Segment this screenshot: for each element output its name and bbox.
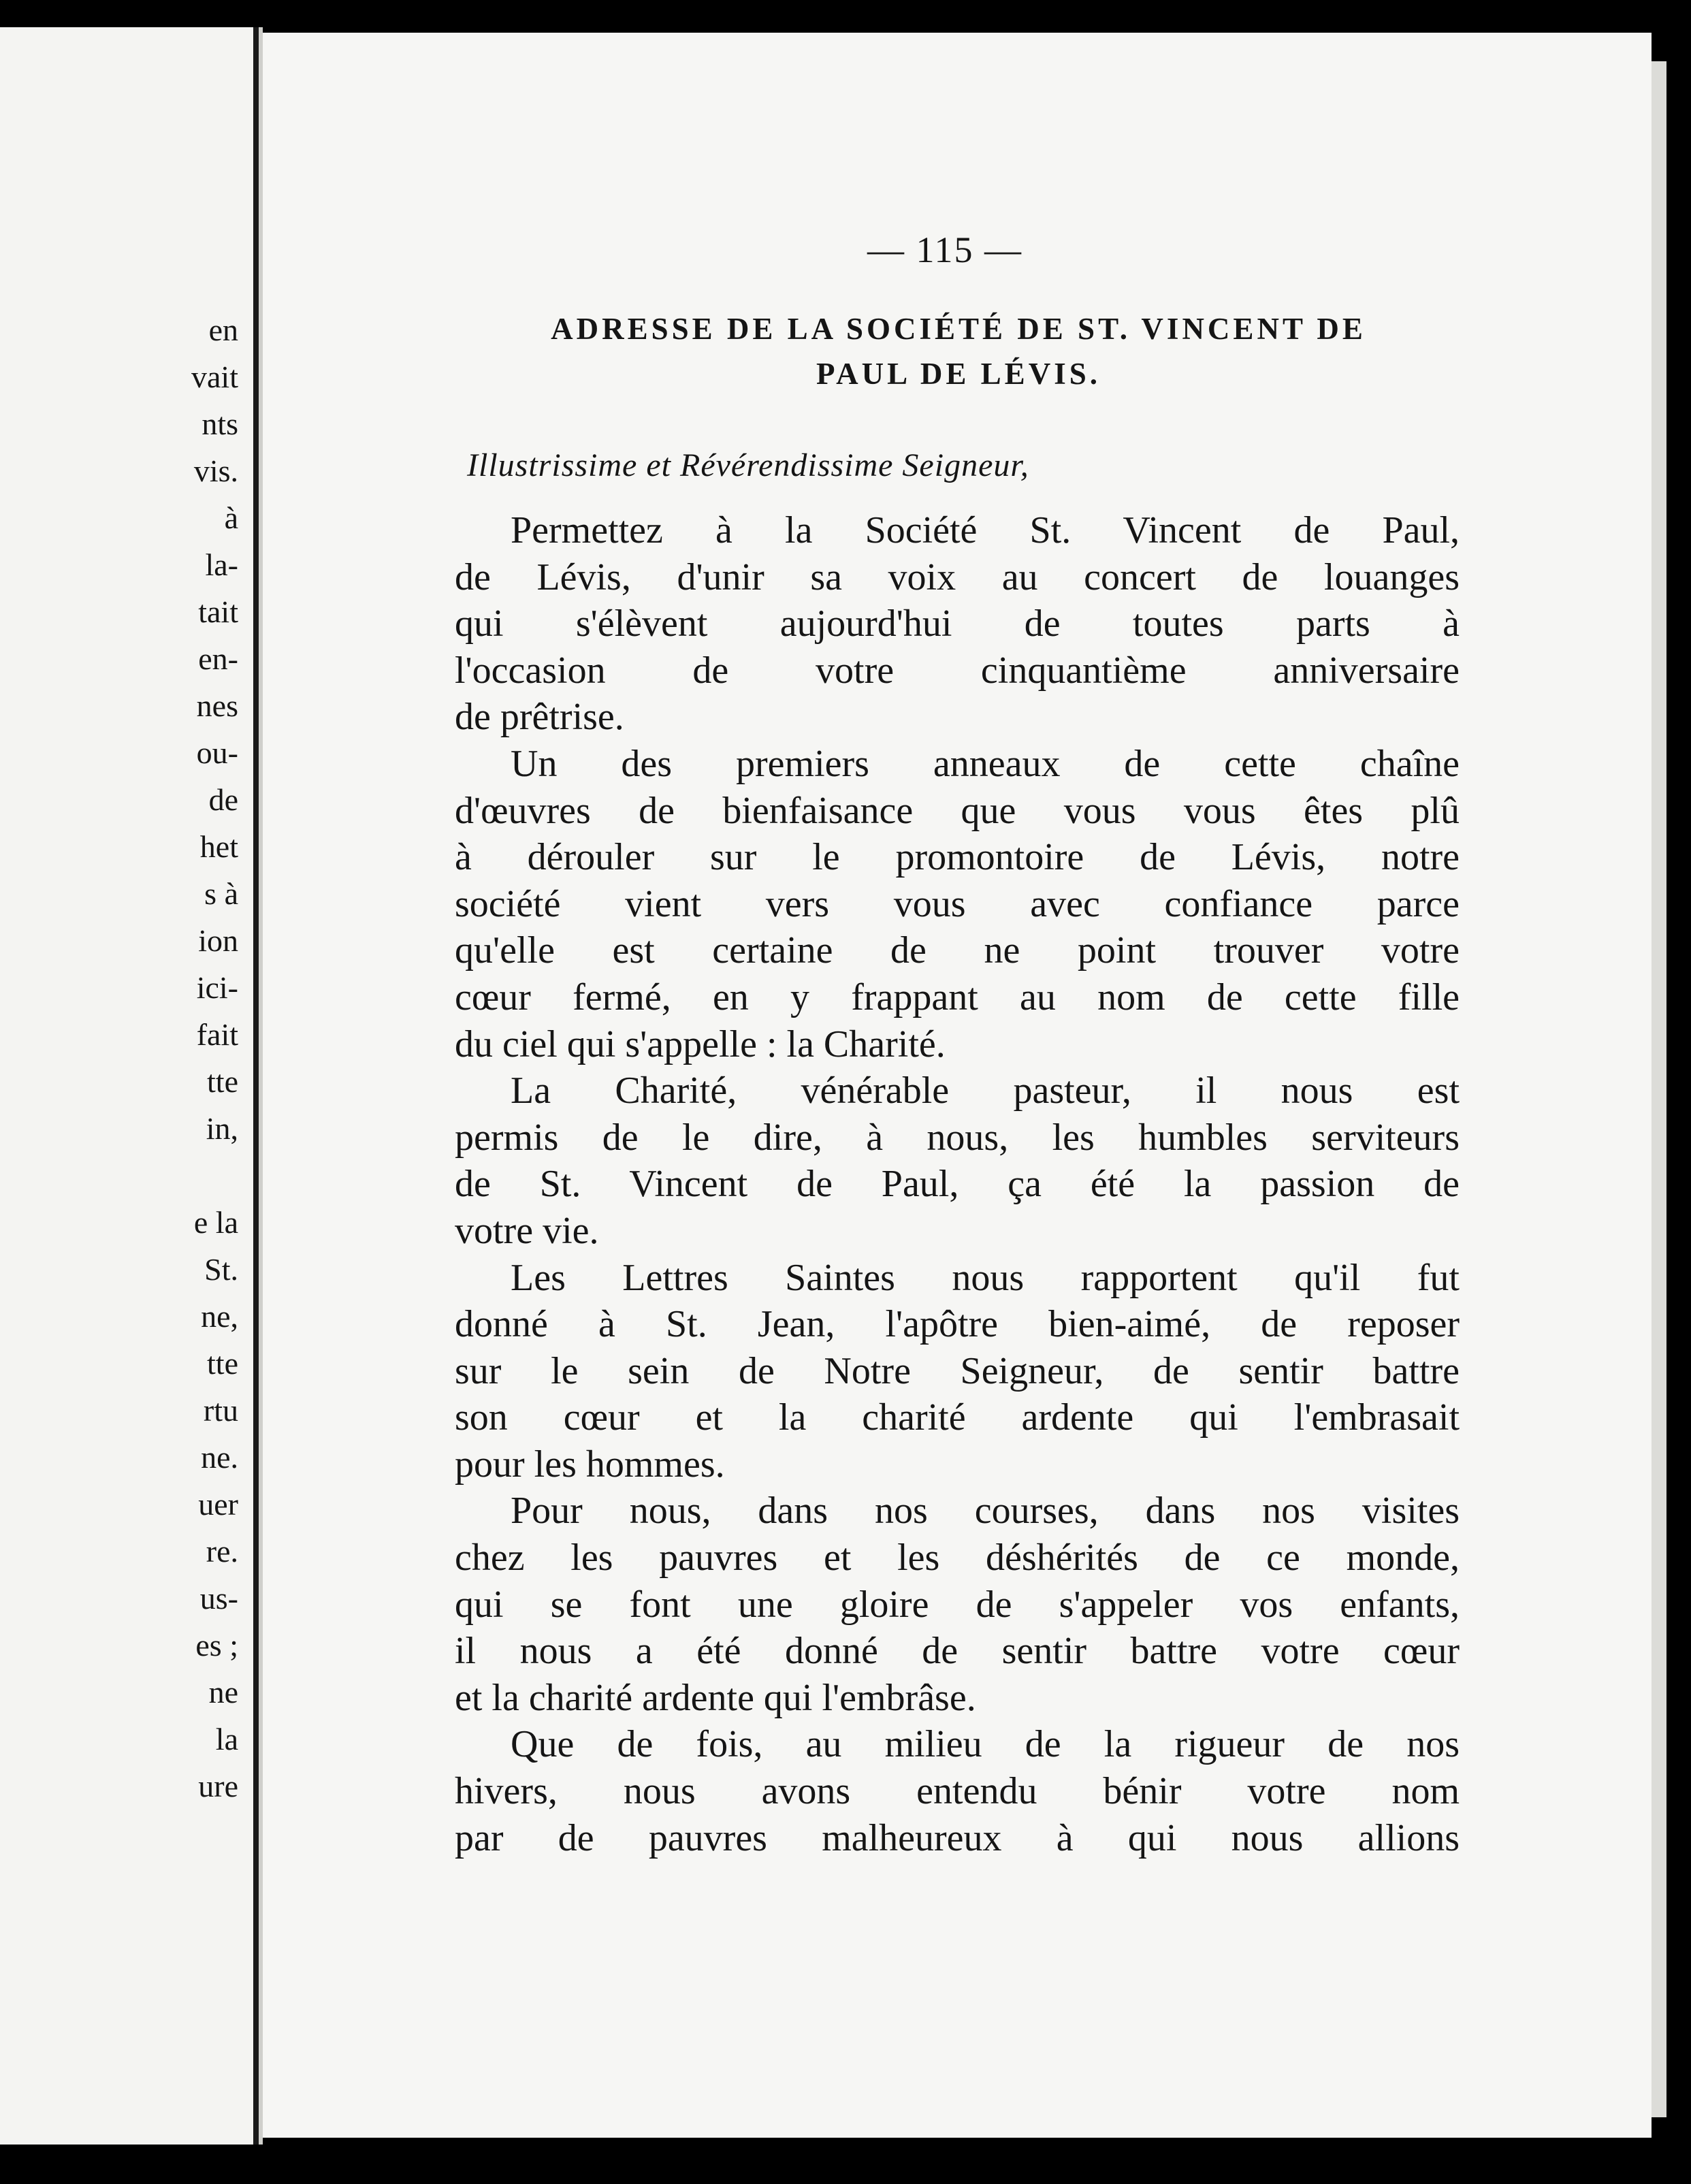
text-line: Les Lettres Saintes nous rapportent qu'il fut bbox=[511, 1256, 1460, 1299]
book-spine bbox=[253, 27, 259, 2145]
text-line: Permettez à la Société St. Vincent de Paul, bbox=[511, 509, 1460, 551]
text-line: d'œuvres de bienfaisance que vous vous êtes plû bbox=[455, 789, 1460, 832]
fragment: ne, bbox=[201, 1299, 238, 1334]
page-edge bbox=[1652, 61, 1666, 2117]
fragment: ure bbox=[198, 1769, 238, 1803]
fragment: tte bbox=[207, 1064, 238, 1099]
fragment: en- bbox=[198, 641, 238, 676]
fragment: en bbox=[208, 312, 238, 347]
text-line: cœur fermé, en y frappant au nom de cette fille bbox=[455, 976, 1460, 1018]
fragment: s à bbox=[204, 876, 238, 911]
fragment: ion bbox=[198, 923, 238, 958]
text-line: donné à St. Jean, l'apôtre bien-aimé, de reposer bbox=[455, 1303, 1460, 1346]
previous-page bbox=[0, 27, 253, 2145]
text-line: du ciel qui s'appelle : la Charité. bbox=[455, 1023, 946, 1065]
fragment: nes bbox=[196, 688, 238, 723]
text-line: l'occasion de votre cinquantième anniversaire bbox=[455, 649, 1460, 692]
fragment: tte bbox=[207, 1346, 238, 1381]
fragment: St. bbox=[204, 1252, 238, 1287]
text-line: chez les pauvres et les déshérités de ce monde, bbox=[455, 1537, 1460, 1579]
fragment: us- bbox=[199, 1581, 238, 1616]
fragment: ne bbox=[208, 1675, 238, 1709]
text-line: permis de le dire, à nous, les humbles serviteurs bbox=[455, 1116, 1460, 1159]
text-line: à dérouler sur le promontoire de Lévis, notre bbox=[455, 836, 1460, 879]
fragment: tait bbox=[198, 594, 238, 629]
fragment: ne. bbox=[201, 1440, 238, 1475]
fragment: vis. bbox=[193, 453, 238, 488]
fragment: vait bbox=[191, 359, 238, 394]
fragment: de bbox=[208, 782, 238, 817]
text-line: pour les hommes. bbox=[455, 1443, 725, 1486]
fragment: rtu bbox=[203, 1393, 238, 1428]
text-line: de prêtrise. bbox=[455, 696, 624, 739]
heading-line: PAUL DE LÉVIS. bbox=[816, 357, 1101, 391]
text-line: Un des premiers anneaux de cette chaîne bbox=[511, 742, 1460, 785]
text-line: il nous a été donné de sentir battre votre cœur bbox=[455, 1630, 1460, 1673]
text-line: qui se font une gloire de s'appeler vos enfants, bbox=[455, 1583, 1460, 1626]
text-line: société vient vers vous avec confiance parce bbox=[455, 882, 1460, 925]
text-line: et la charité ardente qui l'embrâse. bbox=[455, 1676, 976, 1719]
body-text bbox=[455, 507, 1460, 1861]
fragment: nts bbox=[202, 406, 238, 441]
salutation: Illustrissime et Révérendissime Seigneur, bbox=[467, 447, 1029, 483]
text-line: qu'elle est certaine de ne point trouver votre bbox=[455, 929, 1460, 972]
text-line: Que de fois, au milieu de la rigueur de nos bbox=[511, 1723, 1460, 1766]
fragment: in, bbox=[206, 1111, 238, 1146]
previous-page-text bbox=[7, 306, 238, 1810]
section-heading bbox=[455, 306, 1462, 396]
fragment bbox=[7, 1152, 238, 1199]
fragment: uer bbox=[198, 1487, 238, 1522]
fragment: es ; bbox=[195, 1628, 238, 1663]
text-line: de Lévis, d'unir sa voix au concert de louanges bbox=[455, 556, 1460, 598]
text-line: Pour nous, dans nos courses, dans nos visites bbox=[511, 1490, 1460, 1532]
fragment: ici- bbox=[196, 970, 238, 1005]
text-line: votre vie. bbox=[455, 1209, 599, 1252]
text-line: sur le sein de Notre Seigneur, de sentir battre bbox=[455, 1349, 1460, 1392]
text-line: qui s'élèvent aujourd'hui de toutes parts à bbox=[455, 603, 1460, 645]
fragment: à bbox=[224, 500, 238, 535]
text-line: par de pauvres malheureux à qui nous allions bbox=[455, 1816, 1460, 1859]
fragment: ou- bbox=[196, 735, 238, 770]
heading-line: ADRESSE DE LA SOCIÉTÉ DE ST. VINCENT DE bbox=[551, 312, 1366, 346]
fragment: re. bbox=[206, 1534, 238, 1569]
fragment: het bbox=[199, 829, 238, 864]
text-line: La Charité, vénérable pasteur, il nous est bbox=[511, 1070, 1460, 1112]
page-number: — 115 — bbox=[867, 229, 1022, 270]
fragment: la- bbox=[205, 547, 238, 582]
text-line: son cœur et la charité ardente qui l'embrasait bbox=[455, 1396, 1460, 1439]
fragment: e la bbox=[193, 1205, 238, 1240]
text-line: hivers, nous avons entendu bénir votre nom bbox=[455, 1770, 1460, 1813]
fragment: fait bbox=[196, 1017, 238, 1052]
fragment: la bbox=[215, 1722, 238, 1756]
text-line: de St. Vincent de Paul, ça été la passion de bbox=[455, 1163, 1460, 1206]
